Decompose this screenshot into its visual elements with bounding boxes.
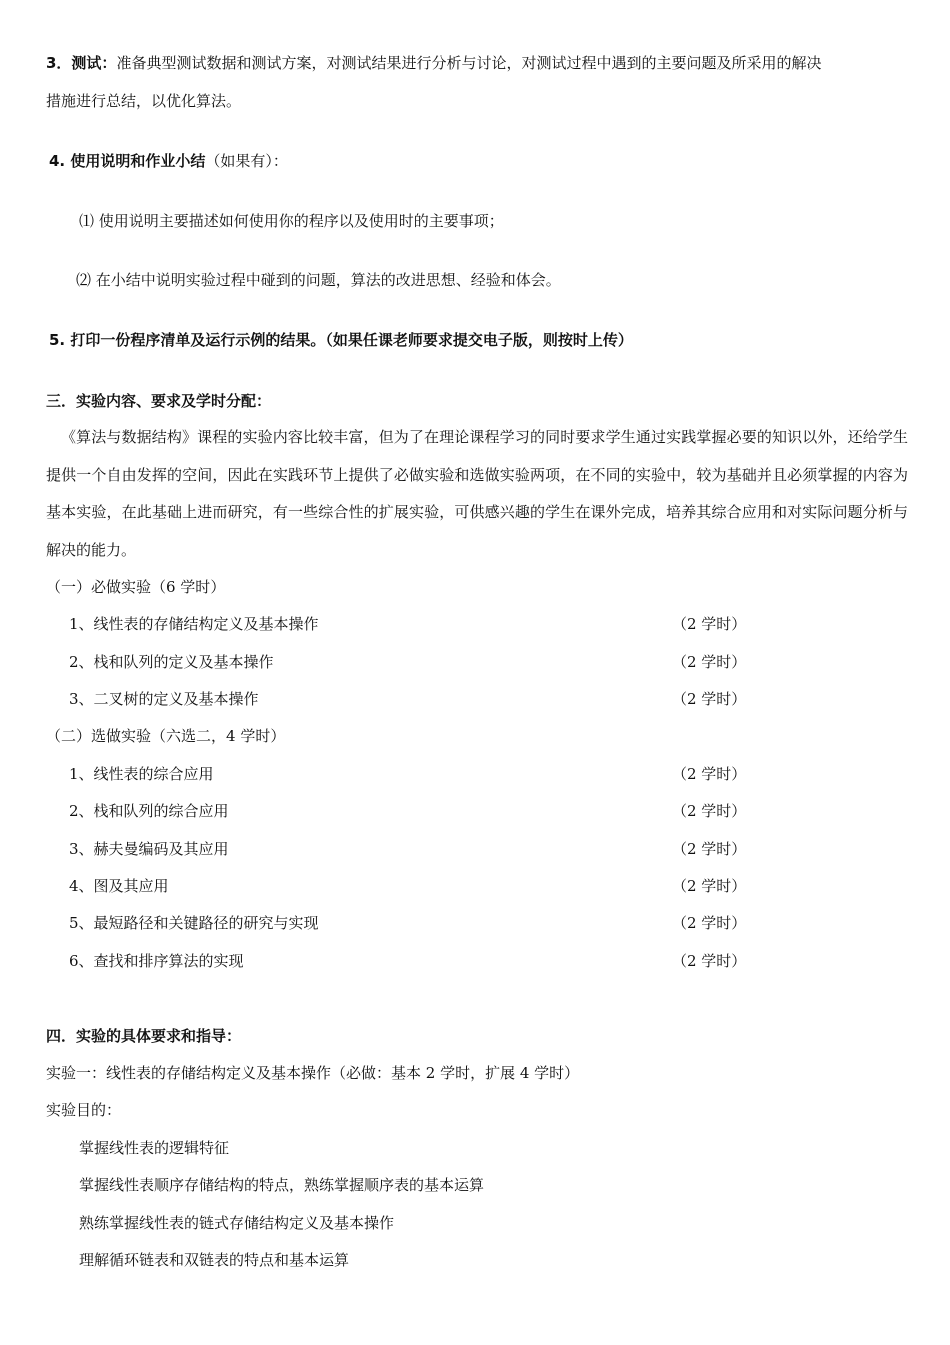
optional-item-2-hours: （2 学时） [672, 802, 747, 820]
purpose-item-3: 熟练掌握线性表的链式存储结构定义及基本操作 [79, 1214, 395, 1232]
optional-item-6-hours: （2 学时） [672, 952, 747, 970]
section4-heading [49, 150, 288, 172]
optional-item-5-hours: （2 学时） [672, 914, 747, 932]
required-title: （一）必做实验（6 学时） [46, 578, 226, 596]
required-item-2-hours: （2 学时） [672, 653, 747, 671]
optional-item-3-hours: （2 学时） [672, 840, 747, 858]
section4-suffix: （如果有）： [205, 152, 288, 170]
optional-item-3: 3、赫夫曼编码及其应用 [69, 840, 229, 858]
section3-label: 3．测试： [46, 54, 117, 72]
part3-heading: 三．实验内容、要求及学时分配： [46, 392, 272, 410]
section4-item1: ⑴ 使用说明主要描述如何使用你的程序以及使用时的主要事项； [79, 212, 504, 230]
optional-item-1: 1、线性表的综合应用 [69, 765, 214, 783]
required-item-3: 3、二叉树的定义及基本操作 [69, 690, 259, 708]
required-item-1-hours: （2 学时） [672, 615, 747, 633]
purpose-item-4: 理解循环链表和双链表的特点和基本运算 [79, 1251, 350, 1269]
optional-item-1-hours: （2 学时） [672, 765, 747, 783]
purpose-item-2: 掌握线性表顺序存储结构的特点，熟练掌握顺序表的基本运算 [79, 1176, 485, 1194]
optional-item-4: 4、图及其应用 [69, 877, 169, 895]
required-item-2: 2、栈和队列的定义及基本操作 [69, 653, 274, 671]
section5-print: 5. 打印一份程序清单及运行示例的结果。（如果任课老师要求提交电子版，则按时上传） [49, 331, 633, 349]
purpose-label: 实验目的： [46, 1101, 122, 1119]
optional-title: （二）选做实验（六选二，4 学时） [46, 727, 286, 745]
optional-item-5: 5、最短路径和关键路径的研究与实现 [69, 914, 319, 932]
optional-item-4-hours: （2 学时） [672, 877, 747, 895]
required-item-3-hours: （2 学时） [672, 690, 747, 708]
optional-item-2: 2、栈和队列的综合应用 [69, 802, 229, 820]
section4-label: 4. 使用说明和作业小结 [49, 152, 206, 170]
purpose-item-1: 掌握线性表的逻辑特征 [79, 1139, 230, 1157]
required-item-1: 1、线性表的存储结构定义及基本操作 [69, 615, 319, 633]
part3-intro: 《算法与数据结构》课程的实验内容比较丰富，但为了在理论课程学习的同时要求学生通过实践掌握必要的知识以外，还给学生提供一个自由发挥的空间，因此在实践环节上提供了必做实验和选做实验两项，在不同的实验中，较为基础并且必须掌握的内容为基本实验，在此基础上进而研究，有一些综合性的扩展实验，可供感兴趣的学生在课外完成，培养其综合应用和对实际问题分析与解决的能力。 [46, 428, 908, 559]
section4-item2: ⑵ 在小结中说明实验过程中碰到的问题，算法的改进思想、经验和体会。 [76, 271, 561, 289]
section3-text-line2: 措施进行总结，以优化算法。 [46, 92, 242, 110]
optional-item-6: 6、查找和排序算法的实现 [69, 952, 244, 970]
exp1-title: 实验一：线性表的存储结构定义及基本操作（必做：基本 2 学时，扩展 4 学时） [46, 1064, 580, 1082]
section3-line1 [46, 52, 821, 74]
section3-text-line1: 准备典型测试数据和测试方案，对测试结果进行分析与讨论，对测试过程中遇到的主要问题及所采用的解决 [116, 54, 822, 72]
part4-heading: 四．实验的具体要求和指导： [46, 1027, 242, 1045]
